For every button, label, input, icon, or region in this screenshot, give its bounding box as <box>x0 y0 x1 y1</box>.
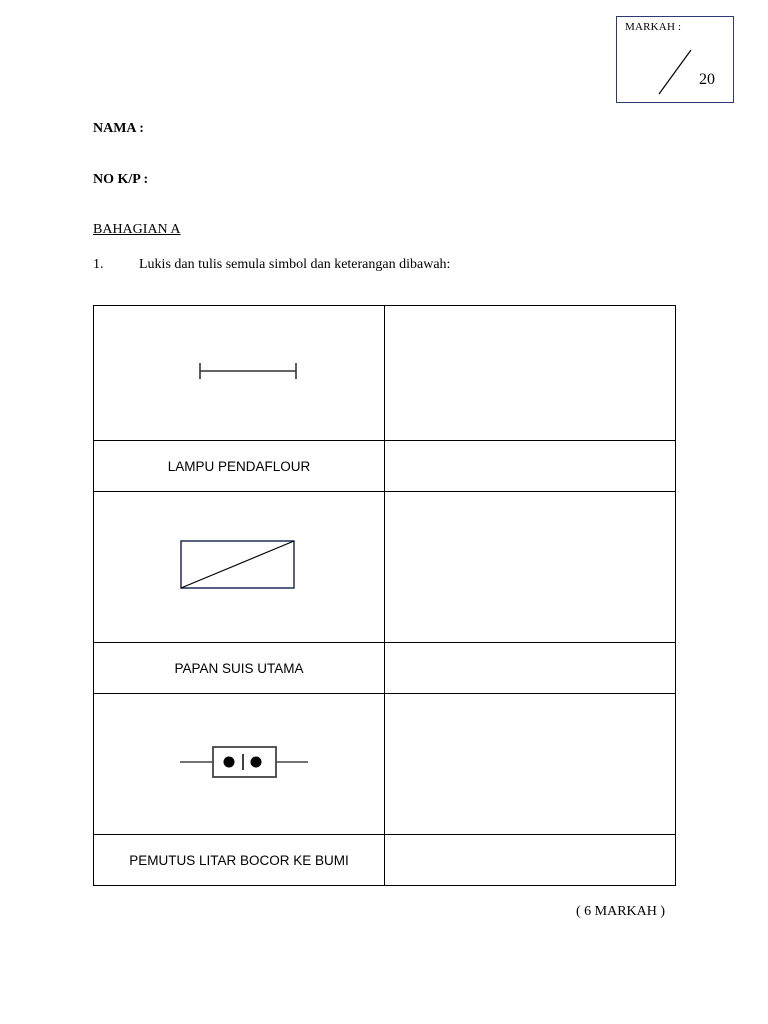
symbol-table <box>93 305 676 886</box>
answer-cell[interactable] <box>385 492 676 643</box>
table-row <box>94 694 676 835</box>
marks-total: 20 <box>699 71 715 88</box>
marks-label: MARKAH : <box>625 21 682 33</box>
answer-cell[interactable] <box>385 643 676 694</box>
table-row <box>94 306 676 441</box>
table-row <box>94 835 676 886</box>
question-text: Lukis dan tulis semula simbol dan keterangan dibawah: <box>139 257 451 272</box>
answer-cell[interactable] <box>385 694 676 835</box>
name-field-label: NAMA : <box>93 121 144 136</box>
fluorescent-lamp-symbol-icon <box>179 356 299 386</box>
answer-cell[interactable] <box>385 835 676 886</box>
marks-note: ( 6 MARKAH ) <box>576 904 666 919</box>
main-switchboard-symbol-icon <box>174 535 304 595</box>
slash-icon <box>617 17 735 104</box>
symbol-label: LAMPU PENDAFLOUR <box>94 441 385 492</box>
table-row <box>94 441 676 492</box>
earth-leakage-circuit-breaker-symbol-icon <box>169 742 309 782</box>
marks-box <box>616 16 734 103</box>
table-row <box>94 492 676 643</box>
answer-cell[interactable] <box>385 441 676 492</box>
symbol-label: PEMUTUS LITAR BOCOR KE BUMI <box>94 835 385 886</box>
symbol-cell <box>94 492 385 643</box>
question-number: 1. <box>93 257 104 272</box>
table-row <box>94 643 676 694</box>
ic-number-field-label: NO K/P : <box>93 172 149 187</box>
symbol-label: PAPAN SUIS UTAMA <box>94 643 385 694</box>
symbol-cell <box>94 694 385 835</box>
answer-cell[interactable] <box>385 306 676 441</box>
section-title: BAHAGIAN A <box>93 222 181 237</box>
symbol-cell <box>94 306 385 441</box>
